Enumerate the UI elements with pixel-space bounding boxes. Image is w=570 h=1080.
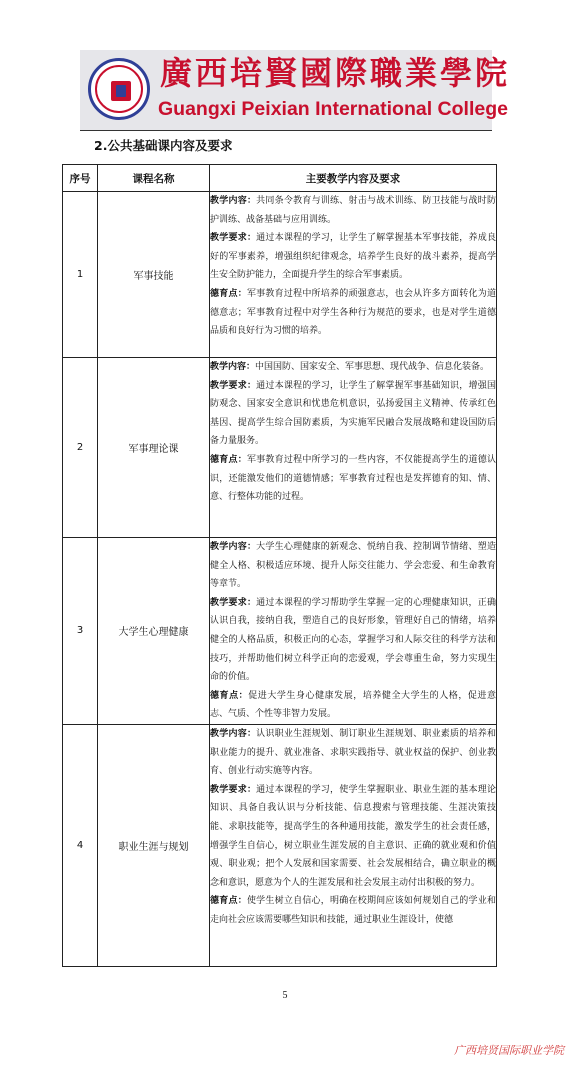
college-seal-logo	[88, 58, 150, 120]
moral-point: 德育点：使学生树立自信心，明确在校期间应该如何规划自己的学业和走向社会应该需要哪些知识和技能，通过职业生涯设计，使德	[210, 896, 496, 925]
header-content-requirements: 主要教学内容及要求	[210, 165, 497, 192]
course-name: 大学生心理健康	[98, 538, 210, 725]
label-requirement: 教学要求	[210, 233, 247, 244]
course-table	[62, 164, 497, 967]
teaching-requirement: 教学要求：通过本课程的学习帮助学生掌握一定的心理健康知识，正确认识自我，接纳自我，塑造自己的良好形象，管理好自己的情绪，培养健全的人格品质，积极正向的心态，掌握学习和人际交往的科学方法和技巧，并帮助他们树立科学正向的恋爱观，学会尊重生命，努力实现生命的价值。	[210, 597, 496, 683]
teaching-content: 教学内容：大学生心理健康的新观念、悦纳自我、控制调节情绪、塑造健全人格、积极适应环境、提升人际交往能力、学会恋爱、和生命教育等章节。	[210, 542, 496, 590]
course-details	[210, 358, 497, 538]
college-name-chinese: 廣西培賢國際職業學院	[160, 54, 511, 92]
seal-building-emblem	[111, 81, 131, 101]
table-row	[63, 358, 497, 538]
course-name: 军事技能	[98, 192, 210, 358]
teaching-content: 教学内容：中国国防、国家安全、军事思想、现代战争、信息化装备。	[210, 362, 490, 372]
college-name-english: Guangxi Peixian International College	[158, 98, 508, 120]
course-details	[210, 192, 497, 358]
teaching-content: 教学内容：认识职业生涯规划、制订职业生涯规划、职业素质的培养和职业能力的提升、就业准备、求职实践指导、就业权益的保护、创业教育、创业行动实施等内容。	[210, 728, 496, 777]
row-number: 2	[63, 358, 98, 538]
section-title: 2.公共基础课内容及要求	[94, 138, 233, 153]
course-details	[210, 538, 497, 725]
page-number: 5	[282, 990, 288, 1001]
seal-inner-ring	[95, 65, 143, 113]
header-course-name: 课程名称	[98, 165, 210, 192]
table-row	[63, 538, 497, 725]
row-number: 4	[63, 724, 98, 966]
footer-watermark: 广西培贤国际职业学院	[454, 1044, 564, 1057]
moral-point: 德育点：军事教育过程中所学习的一些内容，不仅能提高学生的道德认识，还能激发他们的道德情感；军事教育过程也是发挥德育的知、情、意、行整体功能的过程。	[210, 454, 496, 503]
row-number: 1	[63, 192, 98, 358]
course-details	[210, 724, 497, 966]
table-row	[63, 192, 497, 358]
header-no: 序号	[63, 165, 98, 192]
table-row	[63, 724, 497, 966]
label-moral: 德育点	[210, 288, 238, 299]
moral-point: 德育点：促进大学生身心健康发展，培养健全大学生的人格，促进意志、气质、个性等非智力发展。	[210, 690, 496, 720]
teaching-content: 教学内容：共同条令教育与训练、射击与战术训练、防卫技能与战时防护训练、战备基础与应用训练。	[210, 196, 496, 225]
teaching-requirement: 教学要求：通过本课程的学习，使学生掌握职业、职业生涯的基本理论知识、具备自我认识与分析技能、信息搜索与管理技能、生涯决策技能、求职技能等，提高学生的各种通用技能，激发学生的社会责任感，增强学生自信心，树立职业生涯发展的自主意识、正确的就业观和价值观、职业观；把个人发展和国家需要、社会发展相结合，确立职业的概念和意识，愿意为个人的生涯发展和社会发展主动付出积极的努力。	[210, 784, 496, 888]
table-header-row	[63, 165, 497, 192]
teaching-requirement: 教学要求：通过本课程的学习，让学生了解掌握基本军事技能，养成良好的军事素养，增强组织纪律观念，培养学生良好的战斗素养，提高学生安全防护能力，全面提升学生的综合军事素质。	[210, 233, 496, 281]
label-content: 教学内容	[210, 196, 247, 206]
teaching-requirement: 教学要求：通过本课程的学习，让学生了解掌握军事基础知识，增强国防观念、国家安全意识和忧患危机意识，弘扬爱国主义精神、传承红色基因、提高学生综合国防素质，为实施军民融合发展战略和建设国防后备力量服务。	[210, 380, 496, 447]
row-number: 3	[63, 538, 98, 725]
course-name: 军事理论课	[98, 358, 210, 538]
course-name: 职业生涯与规划	[98, 724, 210, 966]
header-divider	[80, 130, 492, 131]
course-details-clip	[210, 725, 496, 930]
moral-point: 德育点：军事教育过程中所培养的顽强意志，也会从许多方面转化为道德意志；军事教育过程中对学生各种行为规范的要求，也是对学生道德品质和良好行为习惯的培养。	[210, 288, 496, 337]
